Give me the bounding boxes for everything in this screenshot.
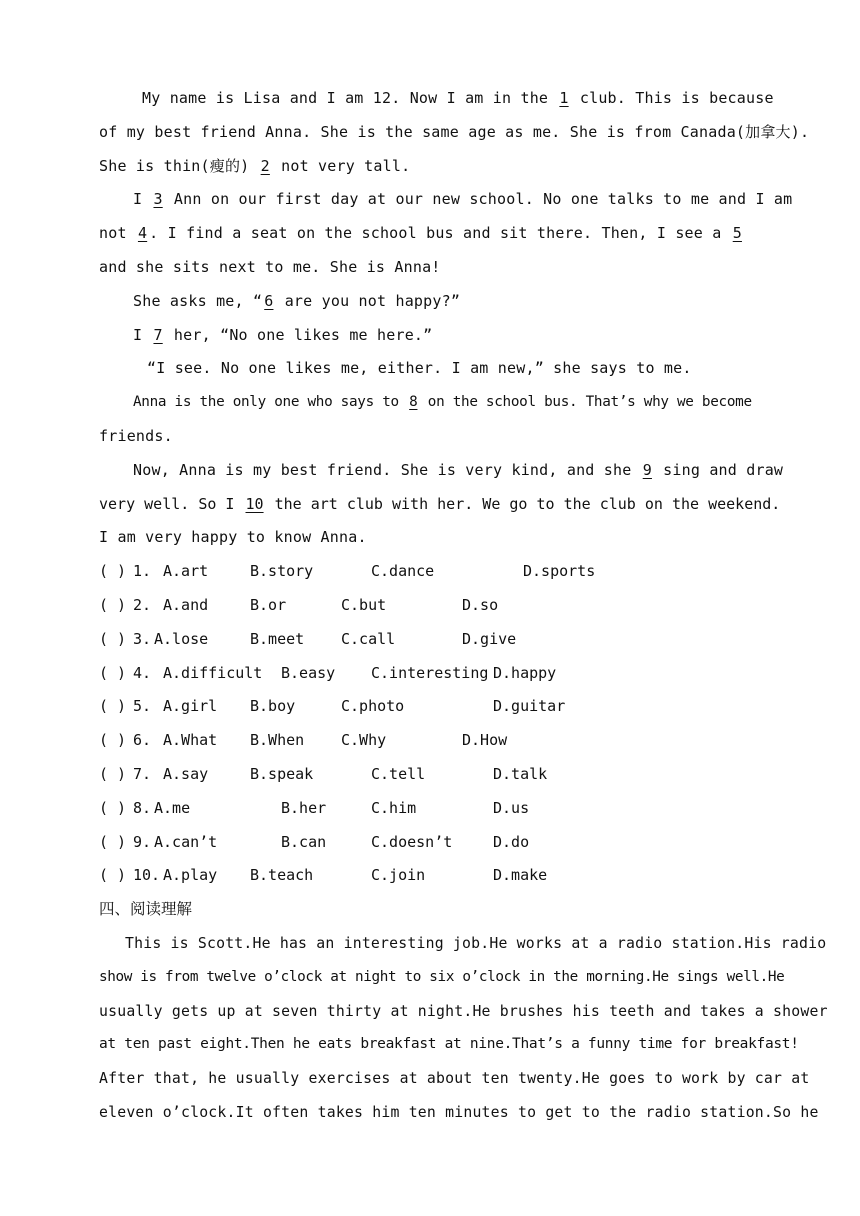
option-c[interactable]: C.doesn’t xyxy=(371,832,453,851)
reading-line-4: at ten past eight.Then he eats breakfast at nine.That’s a funny time for breakfast! xyxy=(99,1036,799,1053)
option-b[interactable]: B.speak xyxy=(250,764,314,783)
worksheet-page xyxy=(99,82,828,1130)
option-d[interactable]: D.talk xyxy=(493,764,548,783)
question-row xyxy=(99,758,762,792)
option-c[interactable]: C.call xyxy=(341,629,396,648)
option-b[interactable]: B.her xyxy=(281,798,327,817)
option-b[interactable]: B.When xyxy=(250,731,305,750)
answer-paren[interactable]: ( ) xyxy=(99,866,127,885)
option-a[interactable]: A.can’t xyxy=(154,832,218,851)
reading-line-2: show is from twelve o’clock at night to six o’clock in the morning.He sings well.He xyxy=(99,968,785,985)
passage-line-4: I 3 Ann on our first day at our new school. No one talks to me and I am xyxy=(99,183,762,217)
answer-paren[interactable]: ( ) xyxy=(99,731,127,750)
question-row xyxy=(99,589,762,623)
passage-line-13: very well. So I 10 the art club with her. We go to the club on the weekend. xyxy=(99,488,762,522)
question-number: 9. xyxy=(133,832,152,851)
option-c[interactable]: C.dance xyxy=(371,562,435,581)
answer-paren[interactable]: ( ) xyxy=(99,798,127,817)
option-c[interactable]: C.join xyxy=(371,866,426,885)
reading-line-5: After that, he usually exercises at about ten twenty.He goes to work by car at xyxy=(99,1070,810,1088)
option-d[interactable]: D.do xyxy=(493,832,530,851)
passage-line-6: and she sits next to me. She is Anna! xyxy=(99,257,441,276)
passage-line-9: “I see. No one likes me, either. I am new,” she says to me. xyxy=(147,359,692,378)
option-b[interactable]: B.boy xyxy=(250,697,296,716)
option-b[interactable]: B.easy xyxy=(281,663,336,682)
question-row xyxy=(99,657,762,691)
question-row xyxy=(99,792,762,826)
option-a[interactable]: A.and xyxy=(163,595,209,614)
blank-8: 8 xyxy=(409,394,418,411)
question-number: 3. xyxy=(133,629,152,648)
option-a[interactable]: A.What xyxy=(163,731,218,750)
passage-line-2: of my best friend Anna. She is the same age as me. She is from Canada(加拿大). xyxy=(99,122,810,141)
option-b[interactable]: B.story xyxy=(250,562,314,581)
answer-paren[interactable]: ( ) xyxy=(99,595,127,614)
question-row xyxy=(99,555,762,589)
passage-line-12: Now, Anna is my best friend. She is very kind, and she 9 sing and draw xyxy=(99,454,762,488)
question-number: 7. xyxy=(133,764,152,783)
question-number: 10. xyxy=(133,866,161,885)
option-d[interactable]: D.How xyxy=(462,731,508,750)
option-c[interactable]: C.interesting xyxy=(371,663,489,682)
question-number: 2. xyxy=(133,595,152,614)
passage-line-1: My name is Lisa and I am 12. Now I am in the 1 club. This is because xyxy=(99,82,762,116)
blank-2: 2 xyxy=(260,156,270,175)
option-d[interactable]: D.make xyxy=(493,866,548,885)
question-number: 6. xyxy=(133,731,152,750)
reading-line-1: This is Scott.He has an interesting job.He works at a radio station.His radio xyxy=(125,934,827,952)
option-c[interactable]: C.Why xyxy=(341,731,387,750)
option-a[interactable]: A.say xyxy=(163,764,209,783)
option-a[interactable]: A.difficult xyxy=(163,663,263,682)
option-b[interactable]: B.can xyxy=(281,832,327,851)
blank-4: 4 xyxy=(137,224,148,243)
reading-line-3: usually gets up at seven thirty at night.He brushes his teeth and takes a shower xyxy=(99,1002,828,1020)
passage-line-8: I 7 her, “No one likes me here.” xyxy=(99,319,762,353)
option-a[interactable]: A.me xyxy=(154,798,191,817)
question-row xyxy=(99,690,762,724)
passage-line-3: She is thin(瘦的) 2 not very tall. xyxy=(99,150,762,184)
reading-line-6: eleven o’clock.It often takes him ten minutes to get to the radio station.So he xyxy=(99,1103,819,1121)
blank-3: 3 xyxy=(153,190,163,209)
passage-line-10: Anna is the only one who says to 8 on the school bus. That’s why we become xyxy=(99,386,762,420)
option-a[interactable]: A.play xyxy=(163,866,218,885)
answer-paren[interactable]: ( ) xyxy=(99,764,127,783)
blank-6: 6 xyxy=(264,291,274,310)
question-row xyxy=(99,859,762,893)
option-a[interactable]: A.girl xyxy=(163,697,218,716)
option-b[interactable]: B.or xyxy=(250,595,287,614)
blank-10: 10 xyxy=(245,494,264,513)
passage-line-5: not 4. I find a seat on the school bus and sit there. Then, I see a 5 xyxy=(99,217,762,251)
answer-paren[interactable]: ( ) xyxy=(99,663,127,682)
option-d[interactable]: D.happy xyxy=(493,663,557,682)
option-a[interactable]: A.lose xyxy=(154,629,209,648)
blank-5: 5 xyxy=(732,224,742,243)
answer-paren[interactable]: ( ) xyxy=(99,629,127,648)
option-b[interactable]: B.teach xyxy=(250,866,314,885)
option-b[interactable]: B.meet xyxy=(250,629,305,648)
option-c[interactable]: C.him xyxy=(371,798,417,817)
option-d[interactable]: D.sports xyxy=(523,562,596,581)
option-c[interactable]: C.photo xyxy=(341,697,405,716)
question-row xyxy=(99,623,762,657)
option-d[interactable]: D.us xyxy=(493,798,530,817)
blank-1: 1 xyxy=(559,89,569,107)
section-title: 四、阅读理解 xyxy=(99,900,193,919)
option-d[interactable]: D.so xyxy=(462,595,499,614)
question-row xyxy=(99,724,762,758)
blank-9: 9 xyxy=(642,460,652,479)
blank-7: 7 xyxy=(153,325,163,344)
passage-line-14: I am very happy to know Anna. xyxy=(99,528,367,547)
answer-paren[interactable]: ( ) xyxy=(99,562,127,581)
option-c[interactable]: C.tell xyxy=(371,764,426,783)
question-number: 8. xyxy=(133,798,152,817)
option-d[interactable]: D.give xyxy=(462,629,517,648)
option-c[interactable]: C.but xyxy=(341,595,387,614)
option-d[interactable]: D.guitar xyxy=(493,697,566,716)
passage-line-11: friends. xyxy=(99,426,173,445)
passage-line-7: She asks me, “6 are you not happy?” xyxy=(99,285,762,319)
question-number: 1. xyxy=(133,562,152,581)
answer-paren[interactable]: ( ) xyxy=(99,832,127,851)
question-row xyxy=(99,826,762,860)
option-a[interactable]: A.art xyxy=(163,562,209,581)
question-number: 4. xyxy=(133,663,152,682)
question-number: 5. xyxy=(133,697,152,716)
answer-paren[interactable]: ( ) xyxy=(99,697,127,716)
